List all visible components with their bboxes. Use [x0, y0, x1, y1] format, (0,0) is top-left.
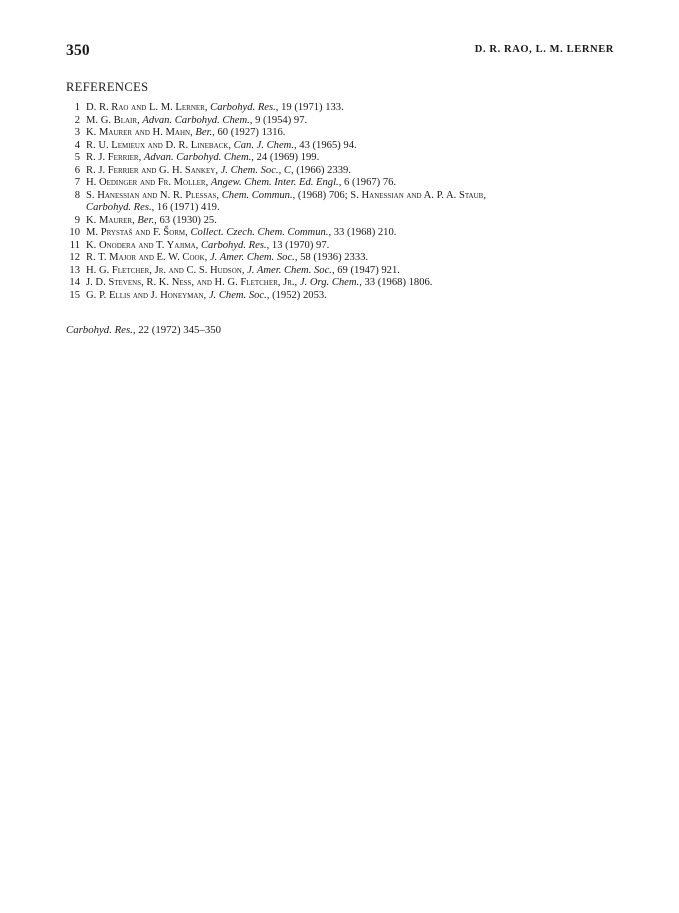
reference-authors: J. D. Stevens, R. K. Ness, and H. G. Fletcher, Jr.: [86, 277, 295, 288]
reference-authors: R. T. Major and E. W. Cook: [86, 252, 205, 263]
reference-number: 3: [74, 127, 80, 138]
reference-journal: J. Amer. Chem. Soc.: [209, 252, 295, 263]
reference-journal: Collect. Czech. Chem. Commun.: [190, 227, 329, 238]
reference-number: 7: [74, 177, 80, 188]
reference-details: ,: [132, 214, 138, 226]
reference-details: ,: [215, 164, 221, 176]
reference-authors: R. J. Ferrier: [86, 152, 139, 163]
reference-details: , 63 (1930) 25.: [154, 214, 217, 226]
reference-authors: K. Maurer: [86, 214, 133, 226]
reference-number: 6: [74, 164, 80, 176]
footer-citation: , 22 (1972) 345–350: [132, 324, 222, 336]
reference-number: 4: [74, 139, 80, 151]
reference-number: 8: [74, 189, 80, 201]
reference-details: ,: [483, 189, 486, 201]
reference-number: 14: [69, 277, 80, 288]
reference-number: 13: [69, 264, 80, 276]
reference-authors: H. Oedinger and Fr. Moller: [86, 177, 206, 188]
reference-journal: Advan. Carbohyd. Chem.: [142, 114, 250, 126]
reference-journal: J. Amer. Chem. Soc.: [247, 264, 332, 276]
reference-item: [66, 252, 614, 265]
reference-item: [66, 127, 614, 140]
reference-journal: J. Org. Chem.: [299, 277, 360, 288]
reference-journal: Carbohyd. Res.: [86, 202, 152, 213]
reference-details: ,: [204, 252, 210, 263]
reference-number: 5: [74, 152, 80, 163]
reference-text: [86, 127, 614, 140]
reference-number: 15: [69, 289, 80, 301]
reference-authors: S. Hanessian and A. P. A. Staub: [350, 189, 484, 201]
reference-details: ,: [138, 152, 144, 163]
reference-details: , 43 (1965) 94.: [293, 139, 357, 151]
reference-journal: J. Chem. Soc., C: [220, 164, 291, 176]
reference-item: [66, 265, 614, 278]
reference-text: [86, 152, 614, 165]
reference-item: [66, 102, 614, 115]
reference-details: ,: [190, 127, 196, 138]
reference-text: [86, 277, 614, 290]
reference-number: 12: [69, 252, 80, 263]
reference-item: [66, 277, 614, 290]
reference-text: [86, 165, 614, 178]
footer-journal: Carbohyd. Res.: [66, 324, 133, 336]
reference-journal: Chem. Commun.: [221, 189, 293, 201]
page-header: [66, 42, 614, 60]
reference-number: 10: [69, 227, 80, 238]
journal-citation-footer: [66, 324, 221, 336]
reference-journal: Can. J. Chem.: [233, 139, 294, 151]
reference-authors: R. J. Ferrier and G. H. Sankey: [86, 164, 216, 176]
reference-text: [86, 140, 614, 153]
reference-details: ,: [294, 277, 300, 288]
reference-text: [86, 227, 614, 240]
reference-item: [66, 290, 614, 303]
reference-journal: Advan. Carbohyd. Chem.: [143, 152, 252, 163]
reference-text: [86, 177, 614, 190]
reference-details: , (1966) 2339.: [290, 164, 351, 176]
references-heading: REFERENCES: [66, 80, 149, 94]
reference-item: [66, 177, 614, 190]
reference-details: , 16 (1971) 419.: [151, 202, 220, 213]
reference-item: [66, 190, 614, 215]
reference-authors: H. G. Fletcher, Jr. and C. S. Hudson: [86, 264, 242, 276]
reference-details: ,: [185, 227, 191, 238]
reference-details: ,: [204, 102, 211, 113]
reference-details: , 69 (1947) 921.: [331, 264, 400, 276]
reference-item: [66, 240, 614, 253]
reference-number: 11: [69, 239, 80, 251]
reference-text: [86, 115, 614, 128]
reference-details: , (1952) 2053.: [266, 289, 327, 301]
reference-number: 9: [74, 214, 80, 226]
running-head-authors: D. R. RAO, L. M. LERNER: [474, 44, 614, 55]
reference-details: , 33 (1968) 1806.: [359, 277, 433, 288]
reference-authors: M. G. Blair: [86, 114, 138, 126]
reference-details: ,: [205, 177, 211, 188]
reference-text: [86, 215, 614, 228]
reference-details: , 19 (1971) 133.: [275, 102, 344, 113]
reference-details: ,: [241, 264, 248, 276]
reference-authors: K. Maurer and H. Mahn: [86, 127, 191, 138]
reference-text: [86, 240, 614, 253]
reference-details: , (1968) 706;: [292, 189, 351, 201]
reference-text: [86, 102, 614, 115]
reference-text: [86, 190, 614, 203]
reference-item: [66, 115, 614, 128]
page-number: 350: [66, 42, 90, 59]
reference-details: , 33 (1968) 210.: [328, 227, 397, 238]
reference-details: , 58 (1936) 2333.: [294, 252, 369, 263]
reference-authors: M. Prystaš and F. Šorm: [86, 227, 186, 238]
reference-journal: Ber.: [137, 214, 155, 226]
reference-details: , 13 (1970) 97.: [266, 239, 330, 251]
reference-details: , 6 (1967) 76.: [338, 177, 397, 188]
reference-details: ,: [228, 139, 234, 151]
reference-authors: S. Hanessian and N. R. Plessas: [86, 189, 217, 201]
reference-text: [86, 265, 614, 278]
reference-authors: K. Onodera and T. Yajima: [86, 239, 196, 251]
reference-details: ,: [137, 114, 143, 126]
reference-text: [86, 290, 614, 303]
reference-item: [66, 227, 614, 240]
reference-item: [66, 140, 614, 153]
reference-item: [66, 152, 614, 165]
reference-text: [86, 252, 614, 265]
reference-journal: Ber.: [195, 127, 213, 138]
reference-details: , 9 (1954) 97.: [249, 114, 308, 126]
reference-details: , 60 (1927) 1316.: [212, 127, 286, 138]
reference-details: ,: [216, 189, 222, 201]
reference-journal: J. Chem. Soc.: [208, 289, 267, 301]
reference-authors: G. P. Ellis and J. Honeyman: [86, 289, 204, 301]
reference-number: 2: [74, 114, 80, 126]
reference-authors: D. R. Rao and L. M. Lerner: [86, 102, 205, 113]
reference-item: [66, 215, 614, 228]
reference-journal: Carbohyd. Res.: [200, 239, 267, 251]
reference-details: , 24 (1969) 199.: [251, 152, 320, 163]
reference-item: [66, 165, 614, 178]
reference-details: ,: [195, 239, 201, 251]
reference-details: ,: [203, 289, 209, 301]
reference-journal: Carbohyd. Res.: [210, 102, 276, 113]
reference-authors: R. U. Lemieux and D. R. Lineback: [86, 139, 229, 151]
reference-text-continuation: [86, 202, 614, 215]
reference-journal: Angew. Chem. Inter. Ed. Engl.: [210, 177, 339, 188]
reference-number: 1: [74, 102, 80, 113]
reference-list: [66, 102, 614, 302]
